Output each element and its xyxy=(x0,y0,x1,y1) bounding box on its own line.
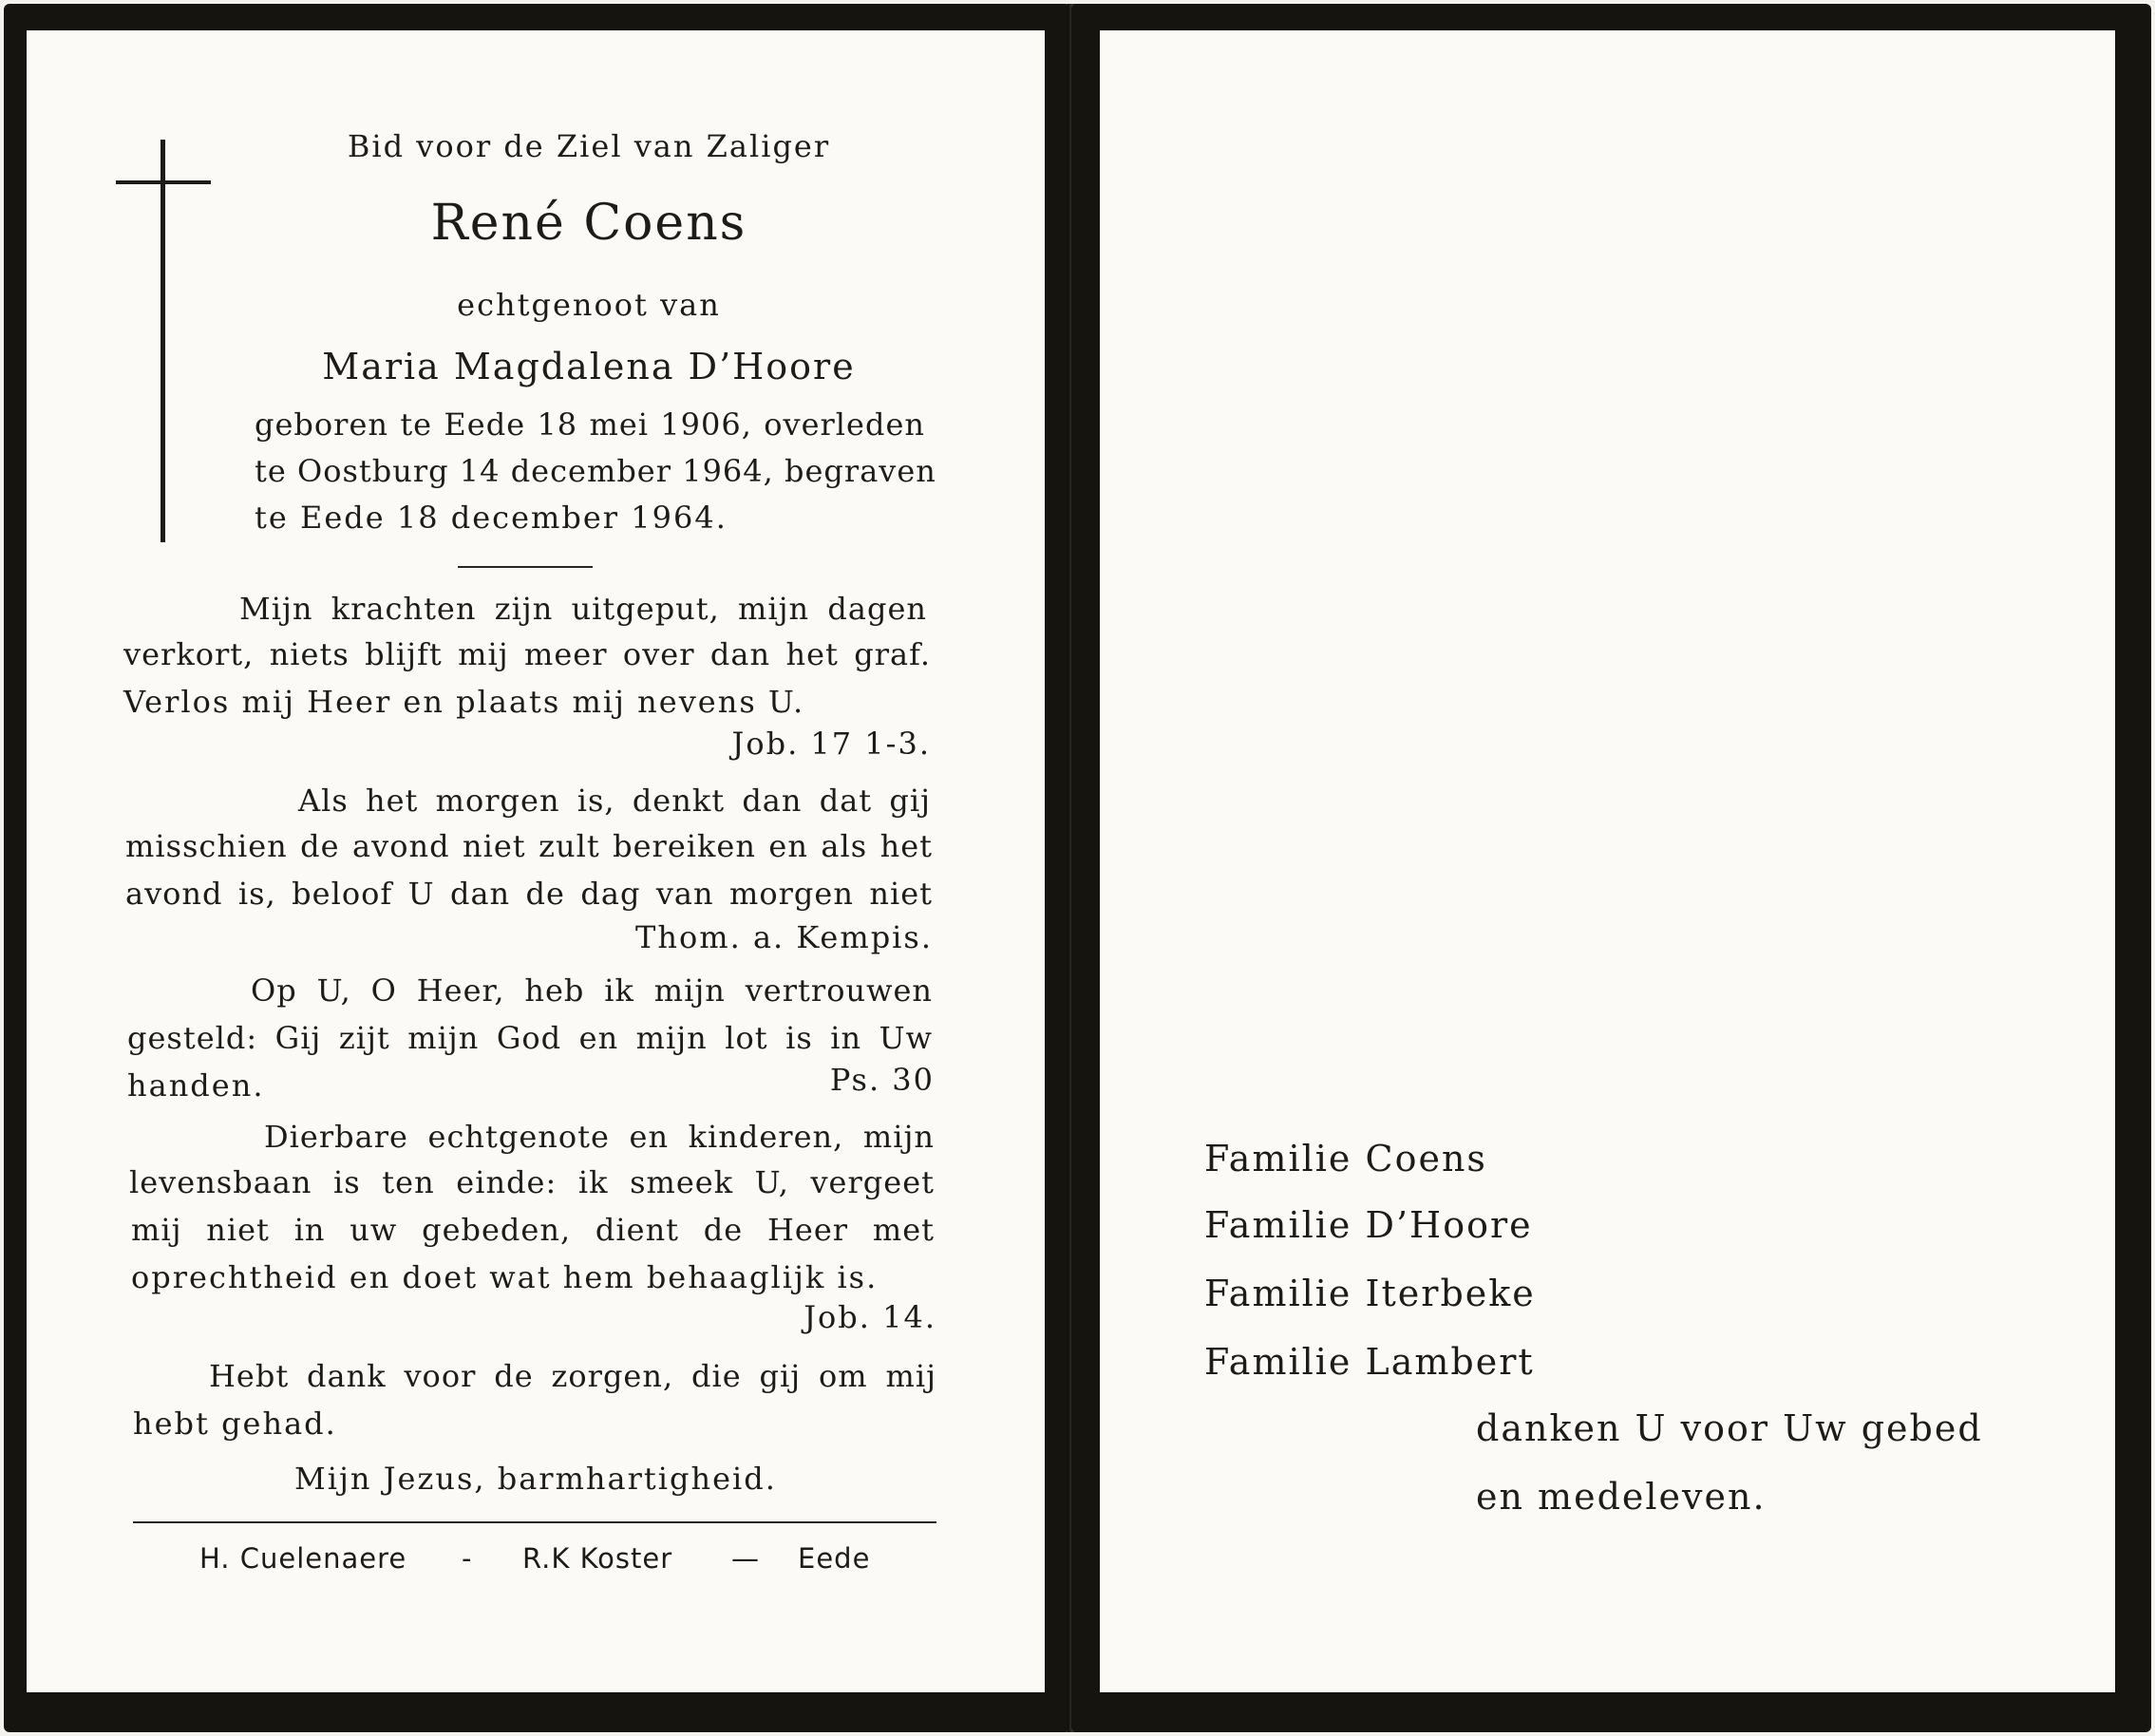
card-heading: Bid voor de Ziel van Zaliger xyxy=(347,128,831,164)
verse-source: Job. 14. xyxy=(803,1299,936,1335)
printer-name: H. Cuelenaere xyxy=(199,1542,407,1575)
verse-line: misschien de avond niet zult bereiken en als het xyxy=(125,828,933,864)
verse-line: oprechtheid en doet wat hem behaaglijk is. xyxy=(131,1259,879,1295)
cross-icon xyxy=(116,140,211,542)
verse-source: Ps. 30 xyxy=(829,1062,935,1098)
verse-line: levensbaan is ten einde: ik smeek U, vergeet xyxy=(129,1164,935,1200)
thanks-message: danken U voor Uw gebed xyxy=(1476,1407,1983,1449)
printer-separator: — xyxy=(731,1542,760,1575)
verse-line: verkort, niets blijft mij meer over dan het graf. xyxy=(123,636,931,672)
verse-source: Job. 17 1-3. xyxy=(731,726,931,762)
life-line: geboren te Eede 18 mei 1906, overleden xyxy=(255,406,925,443)
verse-source: Thom. a. Kempis. xyxy=(635,919,933,955)
verse-line: handen. xyxy=(127,1067,265,1104)
footer-rule xyxy=(133,1521,936,1523)
memorial-card-right-page xyxy=(1071,4,2151,1732)
closing-line: Hebt dank voor de zorgen, die gij om mij xyxy=(209,1358,936,1394)
verse-line: Dierbare echtgenote en kinderen, mijn xyxy=(264,1119,935,1155)
prayer-line: Mijn Jezus, barmhartigheid. xyxy=(294,1461,777,1497)
verse-line: gesteld: Gij zijt mijn God en mijn lot is in Uw xyxy=(127,1020,933,1056)
closing-line: hebt gehad. xyxy=(133,1406,337,1442)
section-divider xyxy=(458,566,593,568)
spouse-prefix: echtgenoot van xyxy=(457,287,721,323)
verse-line: Verlos mij Heer en plaats mij nevens U. xyxy=(123,684,805,720)
family-name: Familie Iterbeke xyxy=(1204,1273,1536,1314)
verse-line: Als het morgen is, denkt dan dat gij xyxy=(298,783,931,819)
family-name: Familie Coens xyxy=(1204,1138,1487,1179)
verse-line: Op U, O Heer, heb ik mijn vertrouwen xyxy=(251,972,933,1009)
thanks-message: en medeleven. xyxy=(1476,1476,1767,1518)
verse-line: Mijn krachten zijn uitgeput, mijn dagen xyxy=(239,591,927,627)
family-name: Familie Lambert xyxy=(1204,1341,1535,1383)
spouse-name: Maria Magdalena D’Hoore xyxy=(322,346,856,387)
verse-line: mij niet in uw gebeden, dient de Heer met xyxy=(131,1212,935,1248)
printer-separator: - xyxy=(462,1542,473,1575)
life-line: te Eede 18 december 1964. xyxy=(255,500,728,536)
printer-place: Eede xyxy=(798,1542,871,1575)
life-line: te Oostburg 14 december 1964, begraven xyxy=(255,453,936,489)
deceased-name: René Coens xyxy=(430,195,747,252)
verse-line: avond is, beloof U dan de dag van morgen niet xyxy=(125,876,933,912)
family-name: Familie D’Hoore xyxy=(1204,1204,1533,1246)
printer-role: R.K Koster xyxy=(522,1542,673,1575)
